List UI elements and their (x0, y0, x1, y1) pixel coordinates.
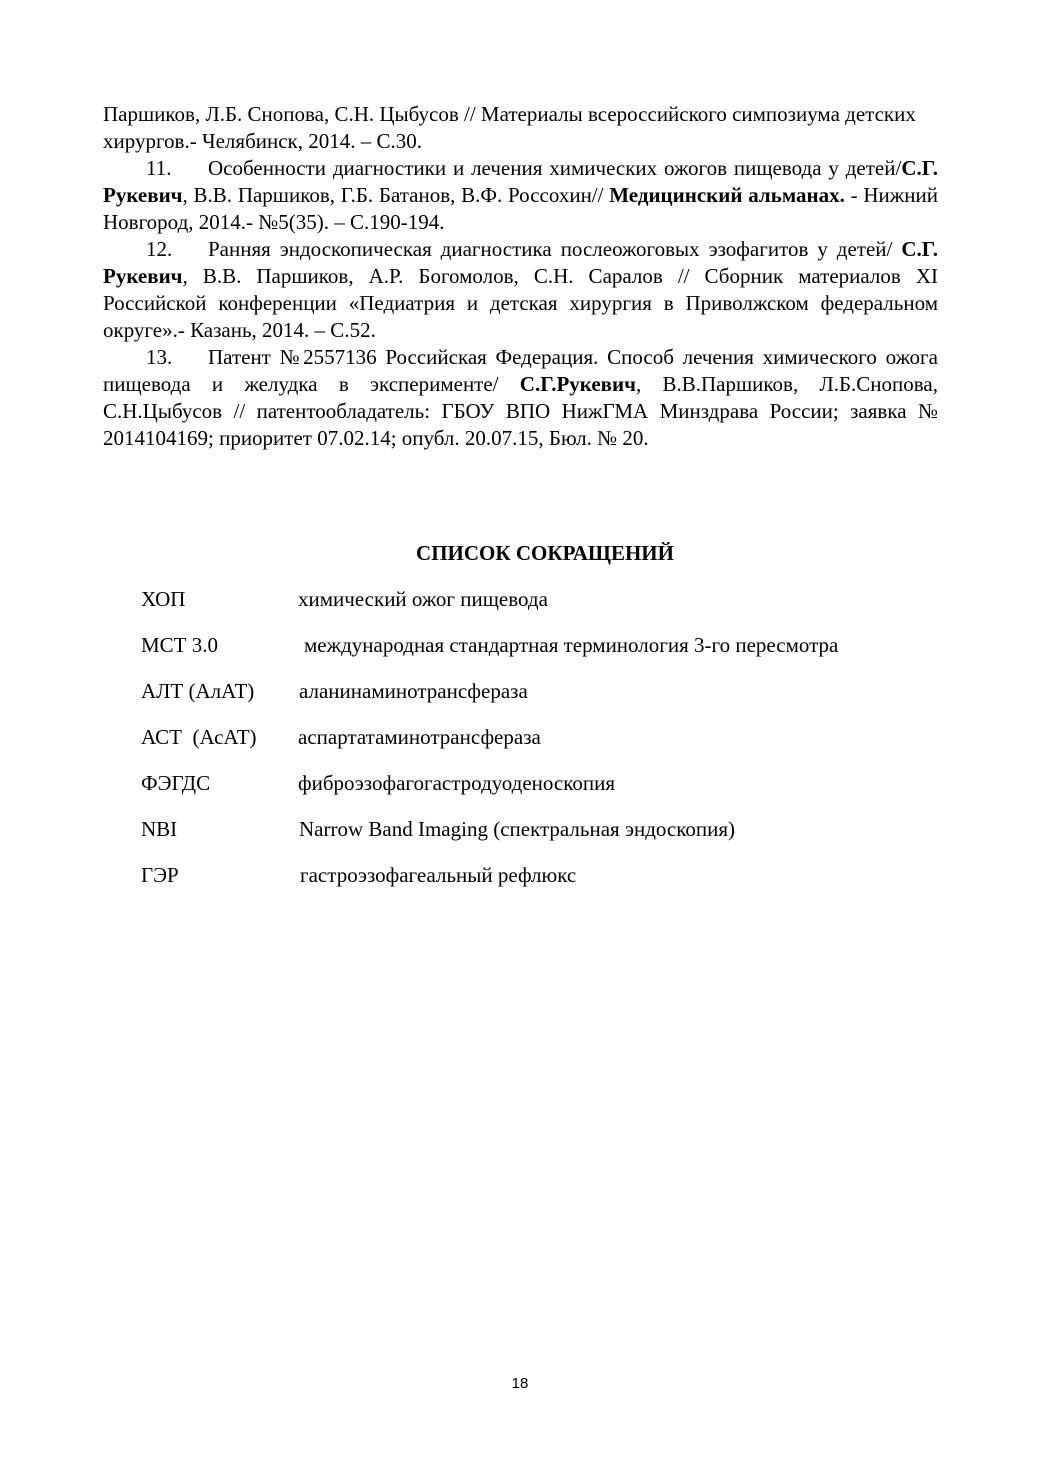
abbreviation-meaning: международная стандартная терминология 3-го пересмотра (304, 633, 839, 657)
reference-title: Особенности диагностики и лечения химических ожогов пищевода у детей/ (208, 156, 902, 180)
reference-source: - Нижний Новгород, 2014.- №5(35). – С.190-194. (103, 183, 939, 234)
abbreviation-row (141, 724, 961, 770)
reference-source: , В.В.Паршиков, Л.Б.Снопова, С.Н.Цыбусов // патентообладатель: ГБОУ ВПО НижГМА Минздрава России; заявка № 2014104169; приоритет 07.02.14; опубл. 20.07.15, Бюл. № 20. (103, 372, 938, 450)
abbreviations-list (141, 586, 961, 908)
abbreviation-meaning: фиброэзофагогастродуоденоскопия (298, 771, 615, 795)
page-number: 18 (511, 1375, 529, 1392)
abbreviation-row (141, 770, 961, 816)
reference-journal-bold: Медицинский альманах. (609, 183, 845, 207)
abbreviation-term: ХОП (141, 587, 186, 611)
reference-title: Патент №2557136 Российская Федерация. Способ лечения химического ожога пищевода и желудка в эксперименте/ (103, 345, 938, 396)
abbreviation-meaning: аланинаминотрансфераза (299, 679, 528, 703)
reference-title: Ранняя эндоскопическая диагностика послеожоговых эзофагитов у детей/ (208, 237, 902, 261)
abbreviation-term: МСТ 3.0 (141, 633, 219, 657)
reference-continuation: Паршиков, Л.Б. Снопова, С.Н. Цыбусов // Материалы всероссийского симпозиума детских хирургов.- Челябинск, 2014. – С.30. (103, 102, 916, 153)
reference-source: , В.В. Паршиков, А.Р. Богомолов, С.Н. Саралов // Сборник материалов XI Российской конференции «Педиатрия и детская хирургия в Приволжском федеральном округе».- Казань, 2014. – С.52. (103, 264, 938, 342)
reference-item-11 (103, 155, 938, 236)
references-list (103, 101, 938, 452)
reference-item-12 (103, 236, 938, 344)
reference-number: 12. (146, 237, 173, 261)
abbreviation-meaning: химический ожог пищевода (298, 587, 548, 611)
abbreviation-meaning: аспартатаминотрансфераза (298, 725, 541, 749)
abbreviation-term: ГЭР (141, 863, 179, 887)
abbreviation-row (141, 862, 961, 908)
abbreviation-term: ФЭГДС (141, 771, 211, 795)
reference-number: 11. (146, 156, 172, 180)
reference-author-bold: С.Г.Рукевич (519, 372, 636, 396)
abbreviation-row (141, 586, 961, 632)
reference-author-bold: С.Г. Рукевич (103, 237, 938, 288)
reference-coauthors: , В.В. Паршиков, Г.Б. Батанов, В.Ф. Россохин// (182, 183, 610, 207)
abbreviation-meaning: Narrow Band Imaging (спектральная эндоскопия) (299, 817, 736, 841)
abbreviation-term: АСТ (АсАТ) (141, 725, 257, 749)
reference-number: 13. (146, 345, 173, 369)
abbreviation-term: NBI (141, 817, 178, 841)
reference-author-bold: С.Г. Рукевич (103, 156, 938, 207)
abbreviations-heading: СПИСОК СОКРАЩЕНИЙ (416, 541, 674, 565)
abbreviation-row (141, 816, 961, 862)
abbreviation-row (141, 632, 961, 678)
abbreviation-meaning: гастроэзофагеальный рефлюкс (300, 863, 577, 887)
abbreviation-row (141, 678, 961, 724)
abbreviation-term: АЛТ (АлАТ) (141, 679, 255, 703)
reference-item-13 (103, 344, 938, 452)
